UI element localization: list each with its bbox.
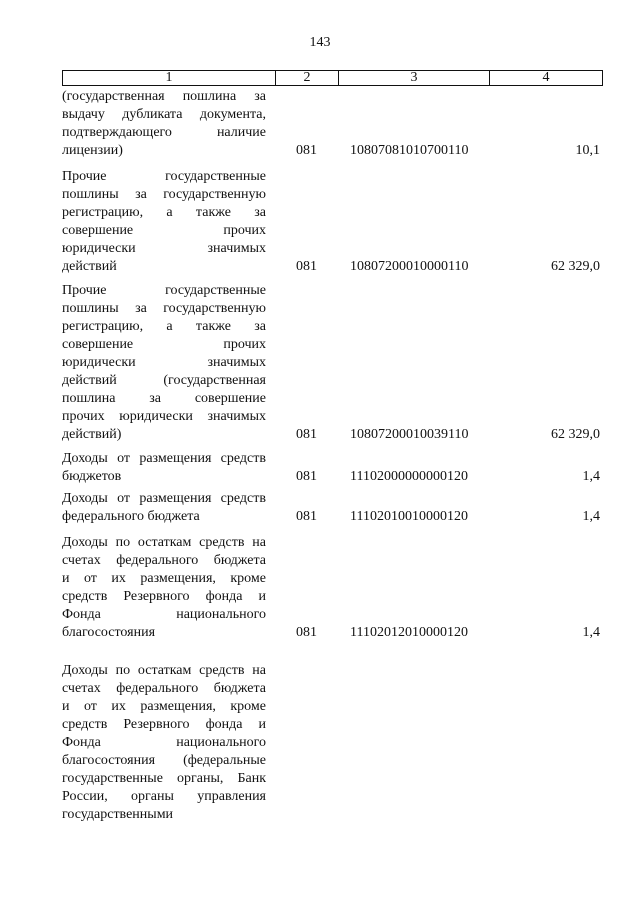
row-description (62, 450, 266, 486)
row-amount: 62 329,0 (551, 427, 600, 442)
description-line: государственные органы, Банк (62, 771, 266, 786)
description-line: счетах федерального бюджета (62, 553, 266, 568)
description-line: прочих юридически значимых (62, 409, 266, 424)
description-line: бюджетов (62, 469, 122, 484)
description-line: Фонда национального (62, 735, 266, 750)
column-header-4: 4 (490, 71, 603, 86)
description-line: регистрацию, а также за (62, 205, 266, 220)
description-line: Доходы по остаткам средств на (62, 535, 266, 550)
description-line: действий (62, 259, 117, 274)
description-line: Прочие государственные (62, 169, 266, 184)
description-line: подтверждающего наличие (62, 125, 266, 140)
row-admin-code: 081 (296, 143, 317, 158)
description-line: действий) (62, 427, 122, 442)
row-amount: 1,4 (582, 625, 600, 640)
row-amount: 1,4 (582, 469, 600, 484)
description-line: средств Резервного фонда и (62, 589, 266, 604)
description-line: лицензии) (62, 143, 123, 158)
description-line: средств Резервного фонда и (62, 717, 266, 732)
description-line: пошлины за государственную (62, 301, 266, 316)
description-line: совершение прочих (62, 337, 266, 352)
row-description (62, 662, 266, 824)
description-line: пошлины за государственную (62, 187, 266, 202)
description-line: благосостояния (федеральные (62, 753, 266, 768)
description-line: и от их размещения, кроме (62, 571, 266, 586)
row-budget-code: 11102010010000120 (350, 509, 468, 524)
row-budget-code: 10807081010700110 (350, 143, 469, 158)
row-admin-code: 081 (296, 259, 317, 274)
row-budget-code: 10807200010039110 (350, 427, 469, 442)
row-amount: 62 329,0 (551, 259, 600, 274)
row-budget-code: 11102000000000120 (350, 469, 468, 484)
description-line: юридически значимых (62, 241, 266, 256)
description-line: счетах федерального бюджета (62, 681, 266, 696)
row-description (62, 490, 266, 526)
row-description (62, 282, 266, 444)
description-line: Прочие государственные (62, 283, 266, 298)
column-header-2: 2 (276, 71, 339, 86)
description-line: государственными (62, 807, 174, 822)
description-line: федерального бюджета (62, 509, 200, 524)
description-line: пошлина за совершение (62, 391, 266, 406)
description-line: благосостояния (62, 625, 156, 640)
row-budget-code: 10807200010000110 (350, 259, 469, 274)
row-amount: 10,1 (575, 143, 600, 158)
page-number: 143 (309, 35, 331, 50)
description-line: Доходы от размещения средств (62, 451, 266, 466)
column-header-row (62, 70, 603, 86)
description-line: и от их размещения, кроме (62, 699, 266, 714)
row-description (62, 534, 266, 642)
description-line: совершение прочих (62, 223, 266, 238)
description-line: Доходы по остаткам средств на (62, 663, 266, 678)
column-header-1: 1 (63, 71, 276, 86)
row-admin-code: 081 (296, 625, 317, 640)
description-line: выдачу дубликата документа, (62, 107, 266, 122)
description-line: юридически значимых (62, 355, 266, 370)
row-budget-code: 11102012010000120 (350, 625, 468, 640)
row-admin-code: 081 (296, 509, 317, 524)
row-admin-code: 081 (296, 427, 317, 442)
description-line: действий (государственная (62, 373, 266, 388)
description-line: Доходы от размещения средств (62, 491, 266, 506)
row-description (62, 168, 266, 276)
description-line: (государственная пошлина за (62, 89, 266, 104)
description-line: России, органы управления (62, 789, 266, 804)
row-description (62, 88, 266, 160)
description-line: регистрацию, а также за (62, 319, 266, 334)
row-admin-code: 081 (296, 469, 317, 484)
column-header-3: 3 (339, 71, 490, 86)
row-amount: 1,4 (582, 509, 600, 524)
description-line: Фонда национального (62, 607, 266, 622)
